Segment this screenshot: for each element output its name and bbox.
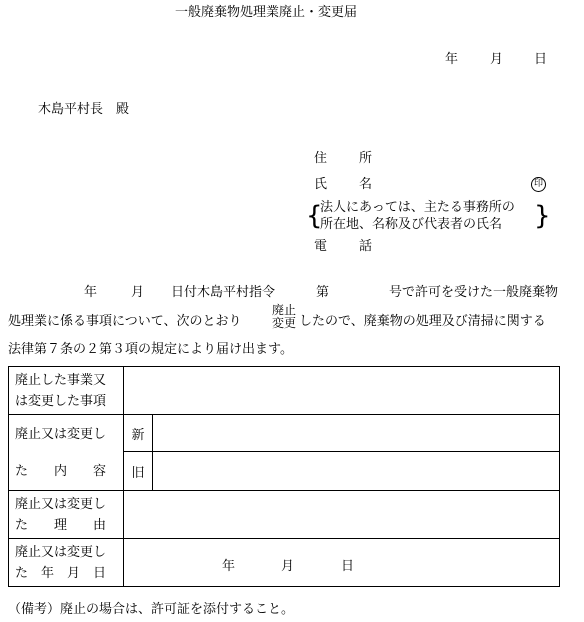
row1-label-line2: は変更した事項	[15, 393, 107, 409]
body-line1-end: 号で許可を受けた一般廃棄物	[389, 285, 559, 300]
table-row	[9, 491, 560, 539]
row2-label	[9, 415, 124, 491]
remarks-note: （備考）廃止の場合は、許可証を添付すること。	[8, 602, 295, 617]
date-value-field[interactable]	[124, 539, 560, 587]
body-line3: 法律第７条の２第３項の規定により届け出ます。	[8, 342, 293, 357]
row3-label-line1: 廃止又は変更し	[15, 496, 107, 512]
corp-note-line1: 法人にあっては、主たる事務所の	[320, 200, 515, 215]
addressee: 木島平村長 殿	[38, 102, 130, 117]
body-line2-end: したので、廃棄物の処理及び清掃に関する	[299, 314, 546, 329]
row4-label-line2: た 年 月 日	[15, 565, 107, 581]
old-value-field[interactable]	[153, 452, 560, 491]
document-title: 一般廃棄物処理業廃止・変更届	[175, 5, 358, 20]
date-year-label: 年	[445, 52, 459, 67]
notification-table	[8, 366, 560, 587]
choice-abolish: 廃止	[272, 303, 297, 317]
body-year: 年	[84, 285, 98, 300]
new-label: 新	[124, 415, 153, 452]
table-row	[9, 367, 560, 415]
reason-value-field[interactable]	[124, 491, 560, 539]
old-label: 旧	[124, 452, 153, 491]
seal-mark: 印	[531, 177, 546, 192]
row1-label	[9, 367, 124, 415]
body-month: 月	[131, 285, 145, 300]
row4-label-line1: 廃止又は変更し	[15, 544, 107, 560]
name-label-2: 名	[359, 177, 373, 192]
corporation-note	[306, 199, 551, 233]
address-label-2: 所	[359, 151, 373, 166]
date-month-label: 月	[490, 52, 504, 67]
left-brace: {	[306, 201, 323, 231]
body-line2-start: 処理業に係る事項について、次のとおり	[8, 314, 242, 329]
phone-label-1: 電	[314, 239, 328, 254]
address-label-1: 住	[314, 151, 328, 166]
date-day-label: 日	[534, 52, 548, 67]
right-brace: }	[534, 201, 551, 231]
row4-label	[9, 539, 124, 587]
name-label-1: 氏	[314, 177, 328, 192]
new-value-field[interactable]	[153, 415, 560, 452]
row3-label	[9, 491, 124, 539]
corp-note-line2: 所在地、名称及び代表者の氏名	[320, 217, 503, 232]
phone-label-2: 話	[359, 239, 373, 254]
body-dai: 第	[316, 285, 330, 300]
row4-day: 日	[341, 559, 355, 574]
row2-label-line1: 廃止又は変更し	[15, 426, 107, 442]
row4-month: 月	[281, 559, 295, 574]
body-permit-ref: 日付木島平村指令	[171, 285, 276, 300]
row1-label-line1: 廃止した事業又	[15, 372, 107, 388]
table-row	[9, 539, 560, 587]
choice-stack	[272, 304, 296, 330]
row4-year: 年	[222, 559, 236, 574]
row1-value-field[interactable]	[124, 367, 560, 415]
choice-change: 変更	[272, 316, 297, 330]
row3-label-line2: た 理 由	[15, 517, 107, 533]
table-row	[9, 415, 560, 452]
row2-label-line2: た 内 容	[15, 463, 107, 479]
